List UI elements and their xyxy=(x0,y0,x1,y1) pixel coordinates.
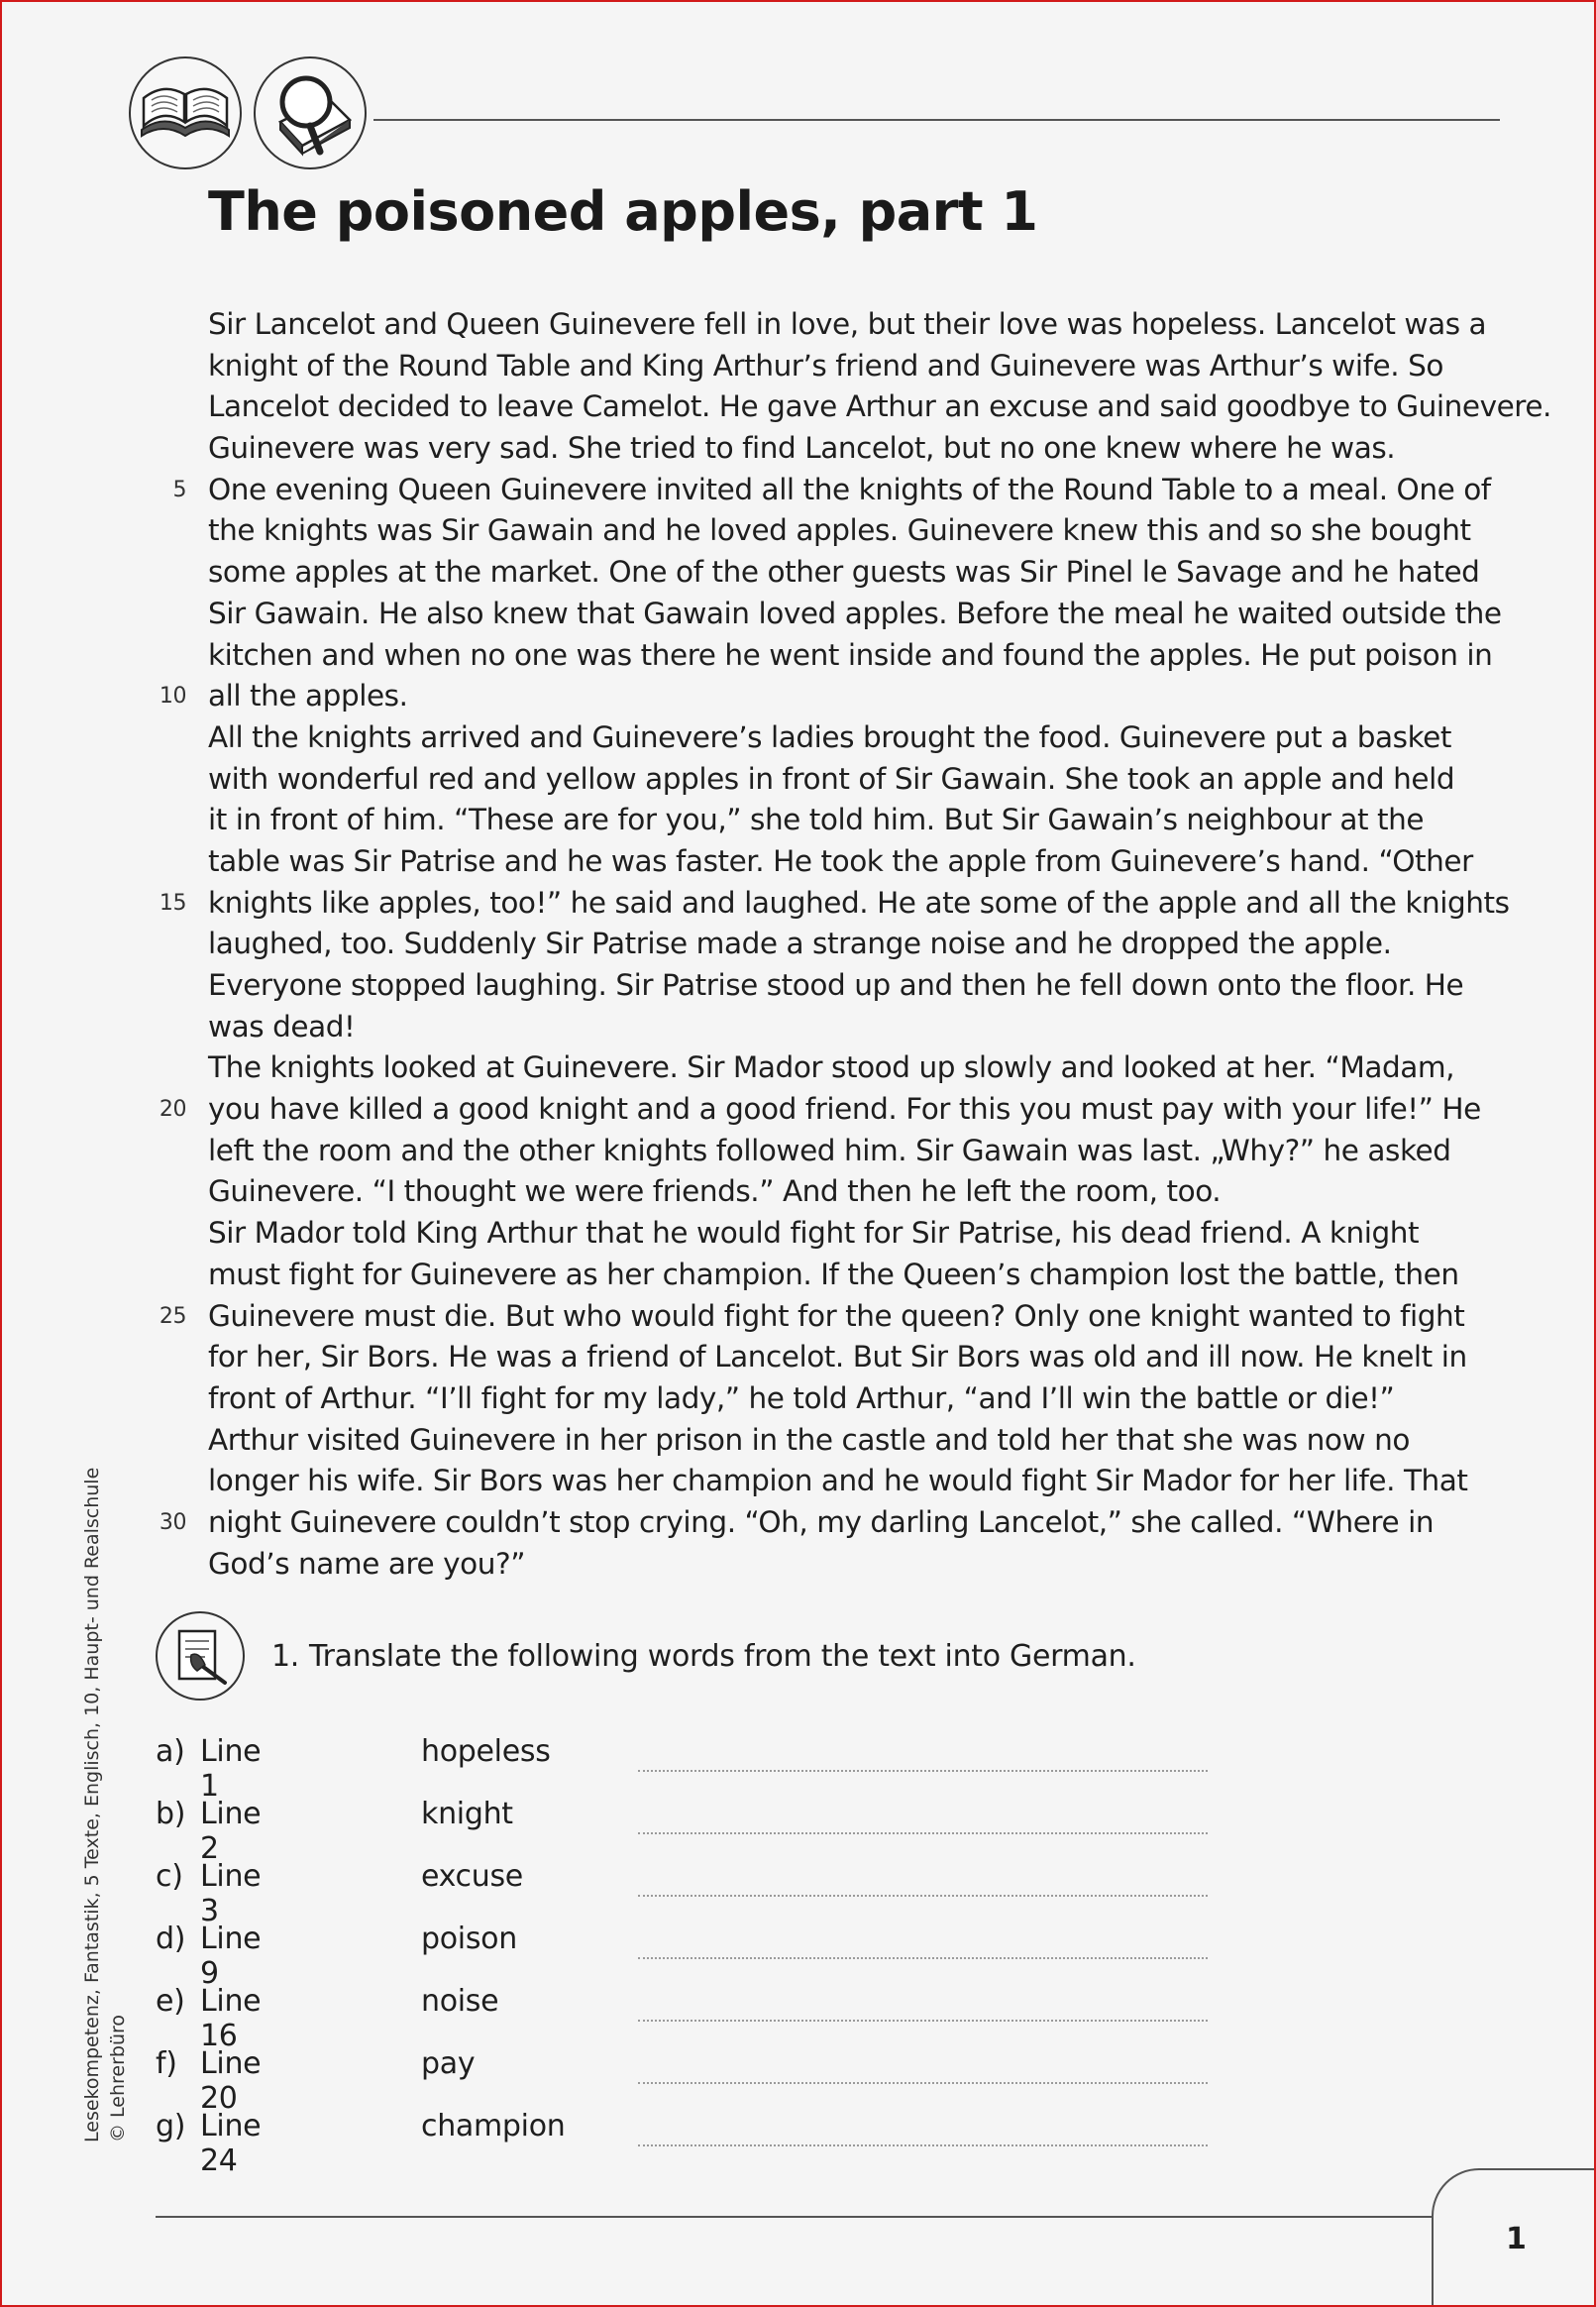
story-line-text: One evening Queen Guinevere invited all the knights of the Round Table to a meal. One of xyxy=(208,472,1491,506)
story-line xyxy=(2,924,1594,965)
line-number: 20 xyxy=(159,1097,186,1123)
story-line xyxy=(2,1337,1594,1378)
story-line-text: knight of the Round Table and King Arthur’s friend and Guinevere was Arthur’s wife. So xyxy=(208,348,1443,383)
vocab-word: noise xyxy=(421,1984,499,2019)
story-line xyxy=(2,1378,1594,1420)
answer-blank[interactable] xyxy=(638,2135,1208,2146)
story-line-text: Arthur visited Guinevere in her prison in the castle and told her that she was now no xyxy=(208,1422,1410,1457)
task-number: 1. xyxy=(271,1638,300,1674)
story-line-text: front of Arthur. “I’ll fight for my lady,” he told Arthur, “and I’ll win the battle or die!” xyxy=(208,1380,1395,1415)
footer-rule xyxy=(156,2216,1432,2218)
story-line xyxy=(2,552,1594,594)
story-line xyxy=(2,1461,1594,1502)
story-line-text: with wonderful red and yellow apples in front of Sir Gawain. She took an apple and held xyxy=(208,761,1455,796)
line-number: 25 xyxy=(159,1303,186,1329)
page-number: 1 xyxy=(1506,2222,1527,2256)
story-line-text: All the knights arrived and Guinevere’s ladies brought the food. Guinevere put a basket xyxy=(208,719,1451,754)
vocab-word: knight xyxy=(421,1797,513,1831)
story-line xyxy=(2,883,1594,925)
story-line-text: it in front of him. “These are for you,” she told him. But Sir Gawain’s neighbour at the xyxy=(208,803,1425,837)
vocab-line-ref: Line 3 xyxy=(200,1859,262,1928)
story-line xyxy=(2,717,1594,759)
story-line xyxy=(2,759,1594,801)
story-line xyxy=(2,594,1594,635)
vocab-line-ref: Line 24 xyxy=(200,2109,262,2178)
story-line-text: all the apples. xyxy=(208,679,408,714)
story-line xyxy=(2,841,1594,883)
answer-blank[interactable] xyxy=(638,1822,1208,1834)
vocab-letter: d) xyxy=(156,1922,186,1956)
side-note-line-1: Lesekompetenz, Fantastik, 5 Texte, Englisch, 10, Haupt- und Realschule xyxy=(81,1467,103,2142)
story-line-text: Sir Lancelot and Queen Guinevere fell in love, but their love was hopeless. Lancelot was a xyxy=(208,307,1487,341)
story-line xyxy=(2,1502,1594,1544)
story-line-text: Sir Mador told King Arthur that he would fight for Sir Patrise, his dead friend. A knight xyxy=(208,1216,1420,1251)
story-line xyxy=(2,304,1594,346)
story-line-text: left the room and the other knights followed him. Sir Gawain was last. „Why?” he asked xyxy=(208,1133,1451,1167)
story-line-text: Lancelot decided to leave Camelot. He gave Arthur an excuse and said goodbye to Guinevere. xyxy=(208,389,1551,424)
vocab-word: excuse xyxy=(421,1859,523,1894)
story-line xyxy=(2,1213,1594,1255)
line-number: 30 xyxy=(159,1509,186,1535)
line-number: 15 xyxy=(159,890,186,916)
writing-hand-icon xyxy=(156,1611,245,1701)
story-line-text: laughed, too. Suddenly Sir Patrise made a strange noise and he dropped the apple. xyxy=(208,927,1392,961)
story-line-text: The knights looked at Guinevere. Sir Mador stood up slowly and looked at her. “Madam, xyxy=(208,1050,1455,1085)
story-line-text: knights like apples, too!” he said and laughed. He ate some of the apple and all the knights xyxy=(208,885,1510,920)
story-line-text: for her, Sir Bors. He was a friend of Lancelot. But Sir Bors was old and ill now. He knelt in xyxy=(208,1340,1467,1374)
vocab-letter: e) xyxy=(156,1984,185,2019)
story-line xyxy=(2,635,1594,677)
story-line-text: you have killed a good knight and a good friend. For this you must pay with your life!” He xyxy=(208,1092,1481,1127)
story-text xyxy=(2,304,1594,1585)
vocab-letter: f) xyxy=(156,2046,177,2081)
vocab-word: pay xyxy=(421,2046,476,2081)
side-note-line-2: © Lehrerbüro xyxy=(107,2014,129,2142)
story-line-text: the knights was Sir Gawain and he loved apples. Guinevere knew this and so she bought xyxy=(208,513,1471,548)
story-line-text: Everyone stopped laughing. Sir Patrise stood up and then he fell down onto the floor. He xyxy=(208,968,1464,1002)
answer-blank[interactable] xyxy=(638,2072,1208,2084)
story-line xyxy=(2,1544,1594,1586)
line-number: 10 xyxy=(159,684,186,710)
answer-blank[interactable] xyxy=(638,1760,1208,1772)
vocab-line-ref: Line 16 xyxy=(200,1984,262,2053)
story-line-text: Sir Gawain. He also knew that Gawain loved apples. Before the meal he waited outside the xyxy=(208,596,1502,630)
story-line-text: Guinevere was very sad. She tried to find Lancelot, but no one knew where he was. xyxy=(208,431,1396,466)
story-line-text: must fight for Guinevere as her champion. If the Queen’s champion lost the battle, then xyxy=(208,1257,1459,1291)
side-copyright-note xyxy=(79,1468,131,2142)
vocab-line-ref: Line 2 xyxy=(200,1797,262,1866)
vocab-line-ref: Line 1 xyxy=(200,1734,262,1804)
story-line-text: was dead! xyxy=(208,1009,356,1044)
story-line xyxy=(2,1255,1594,1296)
task-1 xyxy=(156,1611,1136,1701)
story-line xyxy=(2,1420,1594,1462)
open-book-icon xyxy=(129,56,242,169)
story-line xyxy=(2,1089,1594,1131)
task-instruction xyxy=(271,1639,1136,1674)
vocab-line-ref: Line 20 xyxy=(200,2046,262,2116)
vocab-letter: g) xyxy=(156,2109,186,2143)
task-instruction-text: Translate the following words from the text into German. xyxy=(309,1638,1136,1674)
vocab-letter: b) xyxy=(156,1797,186,1831)
header-icons xyxy=(129,56,367,169)
story-line xyxy=(2,1171,1594,1213)
story-line xyxy=(2,965,1594,1007)
story-line xyxy=(2,386,1594,428)
vocab-letter: c) xyxy=(156,1859,183,1894)
story-line xyxy=(2,676,1594,717)
vocab-word: hopeless xyxy=(421,1734,551,1769)
story-line-text: Guinevere. “I thought we were friends.” And then he left the room, too. xyxy=(208,1174,1222,1209)
answer-blank[interactable] xyxy=(638,2010,1208,2022)
story-line-text: table was Sir Patrise and he was faster. He took the apple from Guinevere’s hand. “Other xyxy=(208,843,1473,878)
story-line-text: God’s name are you?” xyxy=(208,1546,526,1581)
page-title: The poisoned apples, part 1 xyxy=(208,180,1038,243)
story-line-text: Guinevere must die. But who would fight for the queen? Only one knight wanted to fight xyxy=(208,1298,1465,1333)
vocab-word: poison xyxy=(421,1922,517,1956)
story-line-text: longer his wife. Sir Bors was her champion and he would fight Sir Mador for her life. That xyxy=(208,1464,1468,1498)
story-line xyxy=(2,1007,1594,1048)
story-line xyxy=(2,470,1594,511)
vocab-line-ref: Line 9 xyxy=(200,1922,262,1991)
magnifier-icon xyxy=(254,56,367,169)
story-line xyxy=(2,428,1594,470)
story-line xyxy=(2,800,1594,841)
story-line-text: some apples at the market. One of the other guests was Sir Pinel le Savage and he hated xyxy=(208,555,1480,590)
story-line-text: night Guinevere couldn’t stop crying. “Oh, my darling Lancelot,” she called. “Where in xyxy=(208,1504,1435,1539)
vocab-letter: a) xyxy=(156,1734,185,1769)
answer-blank[interactable] xyxy=(638,1885,1208,1897)
header-rule xyxy=(373,119,1500,121)
answer-blank[interactable] xyxy=(638,1947,1208,1959)
story-line xyxy=(2,1047,1594,1089)
story-line xyxy=(2,1296,1594,1338)
story-line xyxy=(2,510,1594,552)
line-number: 5 xyxy=(172,477,186,502)
story-line xyxy=(2,346,1594,387)
vocab-word: champion xyxy=(421,2109,566,2143)
story-line-text: kitchen and when no one was there he went inside and found the apples. He put poison in xyxy=(208,637,1493,672)
story-line xyxy=(2,1131,1594,1172)
